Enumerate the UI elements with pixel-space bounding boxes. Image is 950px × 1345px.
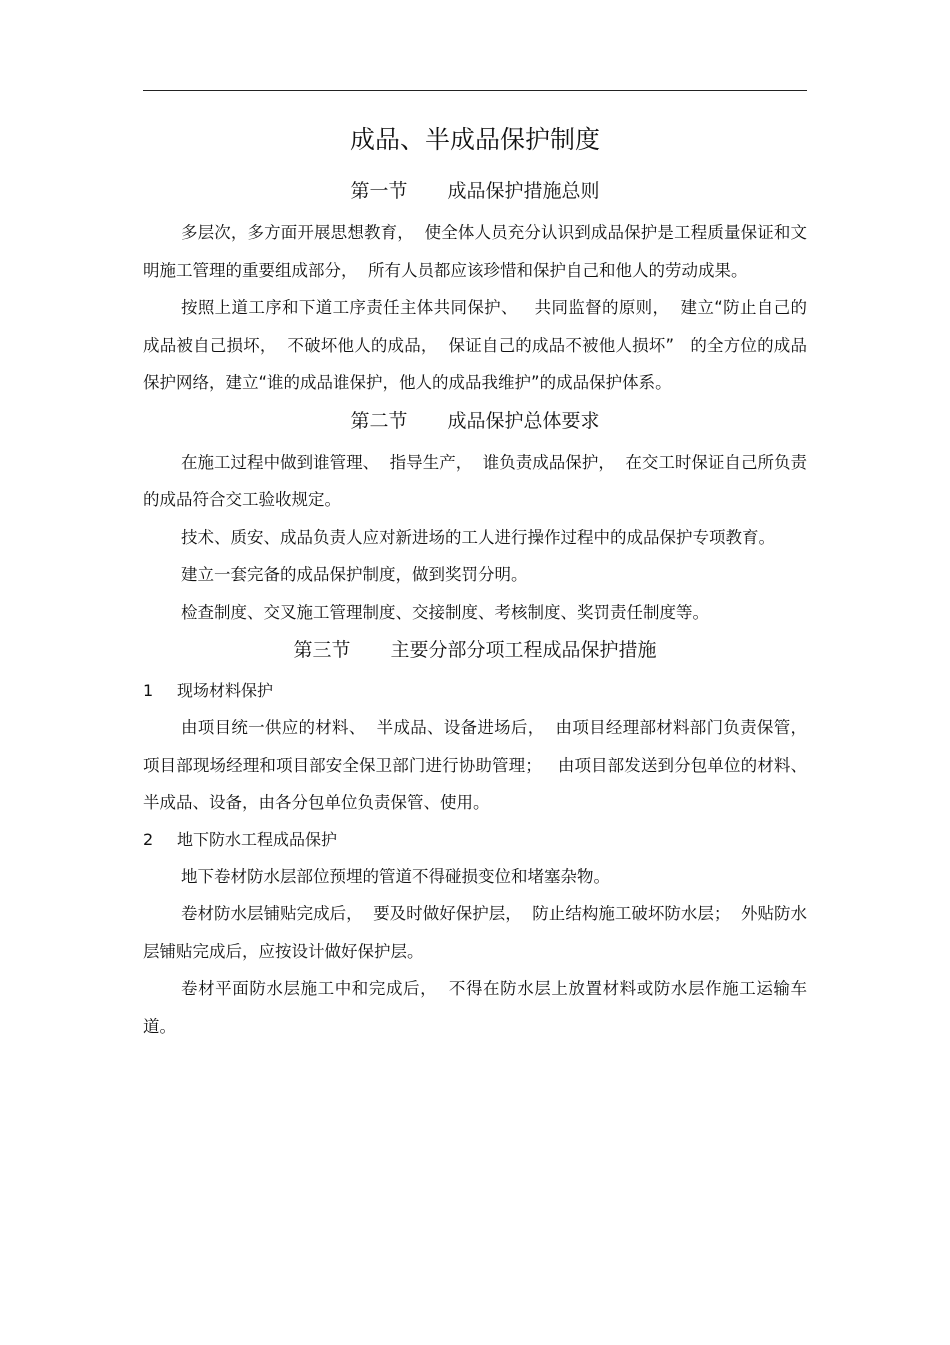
header-rule	[143, 90, 807, 91]
section-number: 第二节	[350, 409, 408, 432]
paragraph: 地下卷材防水层部位预埋的管道不得碰损变位和堵塞杂物。	[181, 866, 610, 886]
paragraph: 多层次，多方面开展思想教育， 使全体人员充分认识到成品保护是工程质量保证和文明施工管理的重要组成部分， 所有人员都应该珍惜和保护自己和他人的劳动成果。	[143, 223, 807, 280]
paragraph: 卷材防水层铺贴完成后， 要及时做好保护层， 防止结构施工破坏防水层； 外贴防水层铺贴完成后，应按设计做好保护层。	[143, 904, 807, 961]
document-title: 成品、半成品保护制度	[349, 125, 600, 154]
item-title: 地下防水工程成品保护	[177, 829, 338, 849]
section-title: 主要分部分项工程成品保护措施	[390, 639, 657, 661]
section-number: 第三节	[293, 639, 351, 661]
section-number: 第一节	[350, 180, 408, 202]
paragraph: 由项目统一供应的材料、 半成品、设备进场后， 由项目经理部材料部门负责保管，项目部现场经理和项目部安全保卫部门进行协助管理； 由项目部发送到分包单位的材料、半成品、设备，由各分包单位负责保管、使用。	[143, 718, 807, 812]
list-item-heading	[143, 673, 807, 709]
list-item-heading	[143, 822, 807, 858]
paragraph: 建立一套完备的成品保护制度，做到奖罚分明。	[181, 565, 528, 584]
paragraph: 按照上道工序和下道工序责任主体共同保护、 共同监督的原则， 建立“防止自己的成品被自己损坏， 不破坏他人的成品， 保证自己的成品不被他人损坏” 的全方位的成品保护网络，建立“谁的成品谁保护，他人的成品我维护”的成品保护体系。	[143, 298, 807, 392]
item-number: 1	[143, 681, 154, 700]
paragraph: 卷材平面防水层施工中和完成后， 不得在防水层上放置材料或防水层作施工运输车道。	[143, 979, 807, 1036]
section-heading-1	[143, 176, 807, 206]
document-page	[143, 118, 807, 1045]
section-title: 成品保护总体要求	[447, 409, 600, 432]
item-number: 2	[143, 829, 154, 849]
section-heading-3	[143, 635, 807, 665]
item-title: 现场材料保护	[177, 681, 274, 700]
paragraph: 技术、质安、成品负责人应对新进场的工人进行操作过程中的成品保护专项教育。	[181, 527, 775, 547]
paragraph: 在施工过程中做到谁管理、 指导生产， 谁负责成品保护， 在交工时保证自己所负责的成品符合交工验收规定。	[143, 452, 807, 509]
section-heading-2	[143, 406, 807, 436]
paragraph: 检查制度、交叉施工管理制度、交接制度、考核制度、奖罚责任制度等。	[181, 602, 709, 622]
section-title: 成品保护措施总则	[447, 180, 600, 202]
